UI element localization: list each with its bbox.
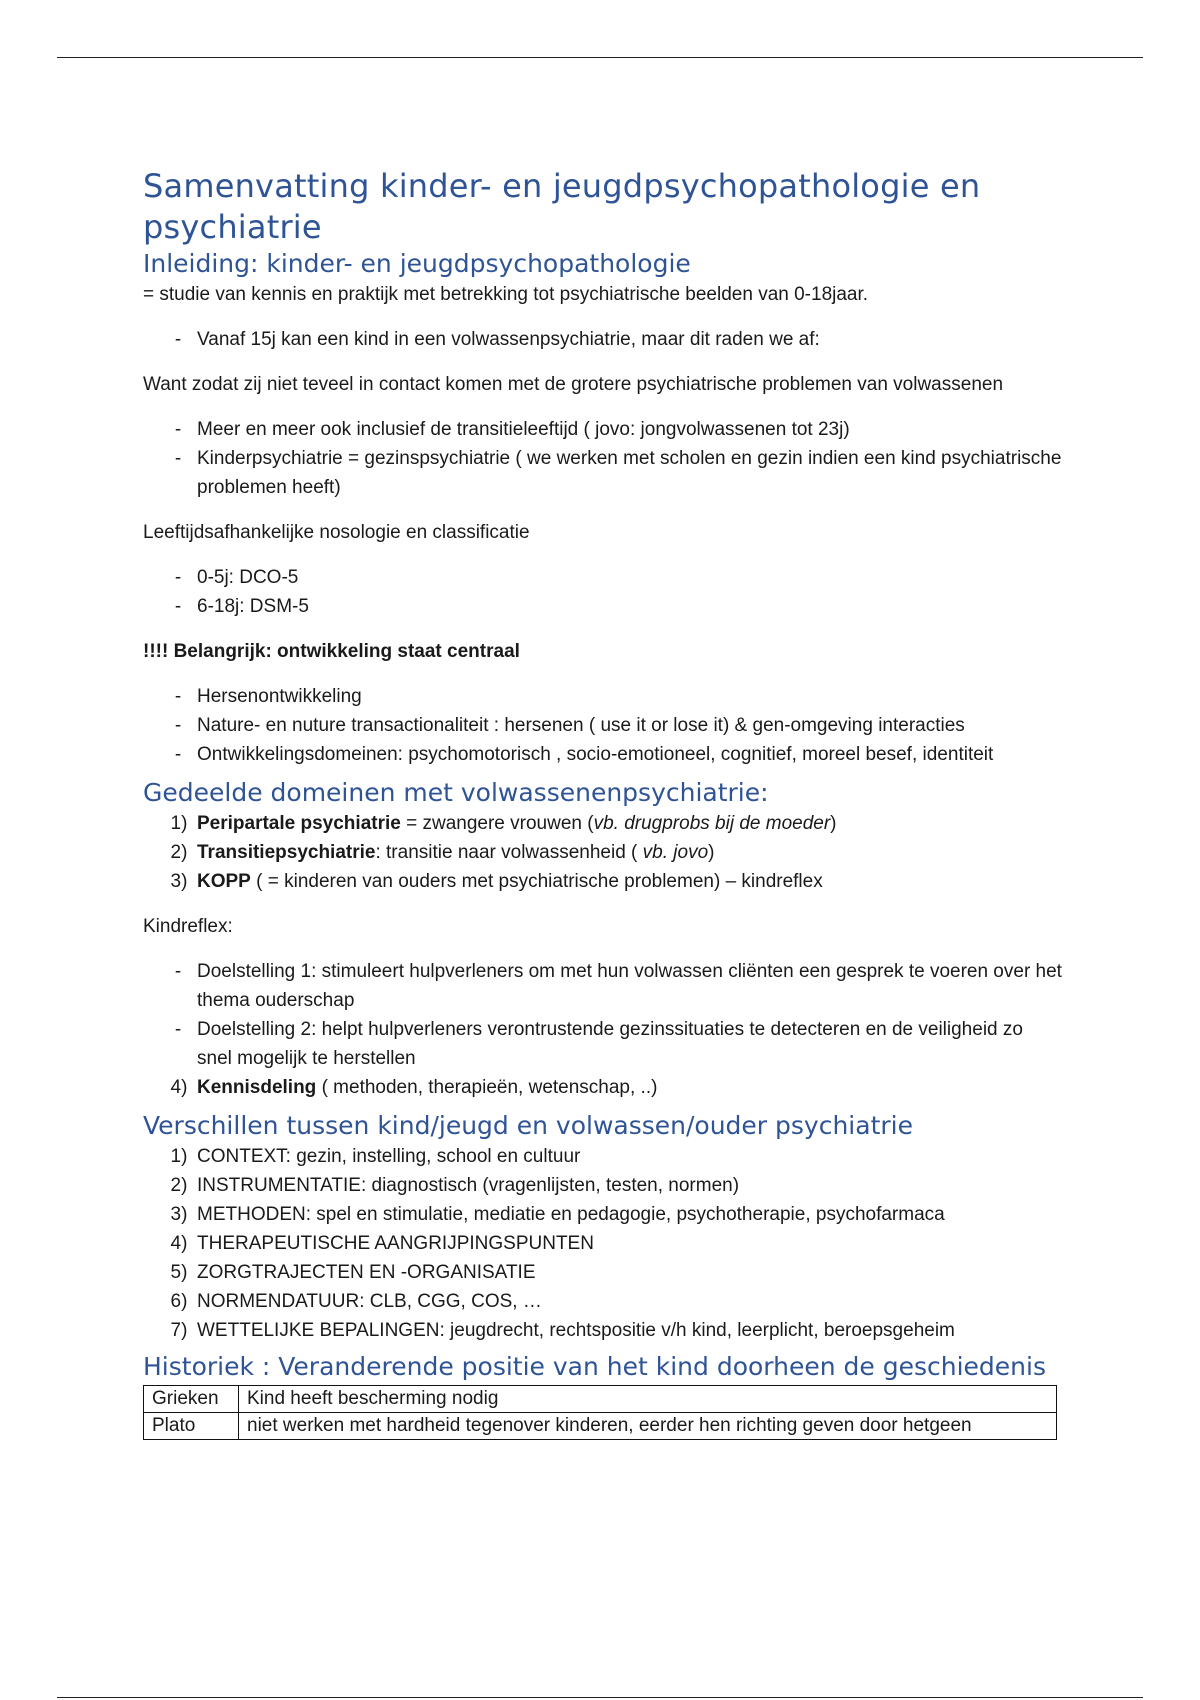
kindreflex-label: Kindreflex: — [143, 916, 233, 937]
section-heading-historiek: Historiek : Veranderende positie van het kind doorheen de geschiedenis — [143, 1352, 1046, 1381]
list-item: 4) THERAPEUTISCHE AANGRIJPINGSPUNTEN — [170, 1233, 594, 1254]
list-item: 5) ZORGTRAJECTEN EN -ORGANISATIE — [170, 1262, 536, 1283]
list-item: 2) Transitiepsychiatrie: transitie naar volwassenheid ( vb. jovo) — [170, 842, 715, 863]
list-item: 7) WETTELIJKE BEPALINGEN: jeugdrecht, rechtspositie v/h kind, leerplicht, beroepsgeheim — [170, 1320, 955, 1341]
list-item: - Meer en meer ook inclusief de transitieleeftijd ( jovo: jongvolwassenen tot 23j) — [174, 419, 850, 440]
table-cell: Plato — [144, 1413, 239, 1440]
table-cell: Grieken — [144, 1386, 239, 1413]
numbered-list — [143, 1142, 1063, 1345]
list-item: - Hersenontwikkeling — [174, 686, 362, 707]
bullet-list — [143, 415, 1063, 502]
list-item: - Kinderpsychiatrie = gezinspsychiatrie ( we werken met scholen en gezin indien een kind psychiatrische problemen heeft) — [174, 448, 1062, 498]
list-item: - Nature- en nuture transactionaliteit : hersenen ( use it or lose it) & gen-omgeving interacties — [174, 715, 965, 736]
list-item: 1) Peripartale psychiatrie = zwangere vrouwen (vb. drugprobs bij de moeder) — [170, 813, 837, 834]
historiek-table — [143, 1385, 1057, 1440]
list-item: - Doelstelling 2: helpt hulpverleners verontrustende gezinssituaties te detecteren en de veiligheid zo snel mogelijk te herstellen — [174, 1019, 1023, 1069]
bullet-list — [143, 563, 1063, 621]
table-cell: Kind heeft bescherming nodig — [239, 1386, 1057, 1413]
list-item: - Doelstelling 1: stimuleert hulpverleners om met hun volwassen cliënten een gesprek te voeren over het thema ouderschap — [174, 961, 1062, 1011]
document-page — [143, 158, 1063, 1440]
paragraph: Want zodat zij niet teveel in contact komen met de grotere psychiatrische problemen van volwassenen — [143, 374, 1004, 395]
list-item: 6) NORMENDATUUR: CLB, CGG, COS, … — [170, 1291, 542, 1312]
table-cell: niet werken met hardheid tegenover kinderen, eerder hen richting geven door hetgeen — [239, 1413, 1057, 1440]
section-heading-verschillen: Verschillen tussen kind/jeugd en volwassen/ouder psychiatrie — [143, 1111, 913, 1140]
bullet-list — [143, 325, 1063, 354]
list-item: 2) INSTRUMENTATIE: diagnostisch (vragenlijsten, testen, normen) — [170, 1175, 740, 1196]
definition-text: = studie van kennis en praktijk met betrekking tot psychiatrische beelden van 0-18jaar. — [143, 284, 869, 305]
important-note: !!!! Belangrijk: ontwikkeling staat centraal — [143, 641, 520, 662]
section-heading-inleiding: Inleiding: kinder- en jeugdpsychopathologie — [143, 249, 691, 278]
paragraph: Leeftijdsafhankelijke nosologie en classificatie — [143, 522, 530, 543]
document-title: Samenvatting kinder- en jeugdpsychopathologie en psychiatrie — [143, 167, 981, 246]
list-item: 1) CONTEXT: gezin, instelling, school en cultuur — [170, 1146, 581, 1167]
list-item: 3) KOPP ( = kinderen van ouders met psychiatrische problemen) – kindreflex — [170, 871, 823, 892]
list-item: - Vanaf 15j kan een kind in een volwassenpsychiatrie, maar dit raden we af: — [174, 329, 820, 350]
bullet-list — [143, 682, 1063, 769]
numbered-list — [143, 809, 1063, 896]
header-rule — [57, 57, 1143, 58]
list-item: - Ontwikkelingsdomeinen: psychomotorisch , socio-emotioneel, cognitief, moreel besef, identiteit — [174, 744, 994, 765]
list-item: - 6-18j: DSM-5 — [174, 596, 309, 617]
table-row — [144, 1386, 1057, 1413]
list-item: - 0-5j: DCO-5 — [174, 567, 299, 588]
section-heading-gedeelde-domeinen: Gedeelde domeinen met volwassenenpsychiatrie: — [143, 778, 769, 807]
footer-rule — [57, 1697, 1143, 1698]
list-item: 3) METHODEN: spel en stimulatie, mediatie en pedagogie, psychotherapie, psychofarmaca — [170, 1204, 945, 1225]
table-row — [144, 1413, 1057, 1440]
bullet-list — [143, 957, 1063, 1102]
list-item: 4) Kennisdeling ( methoden, therapieën, wetenschap, ..) — [170, 1077, 658, 1098]
